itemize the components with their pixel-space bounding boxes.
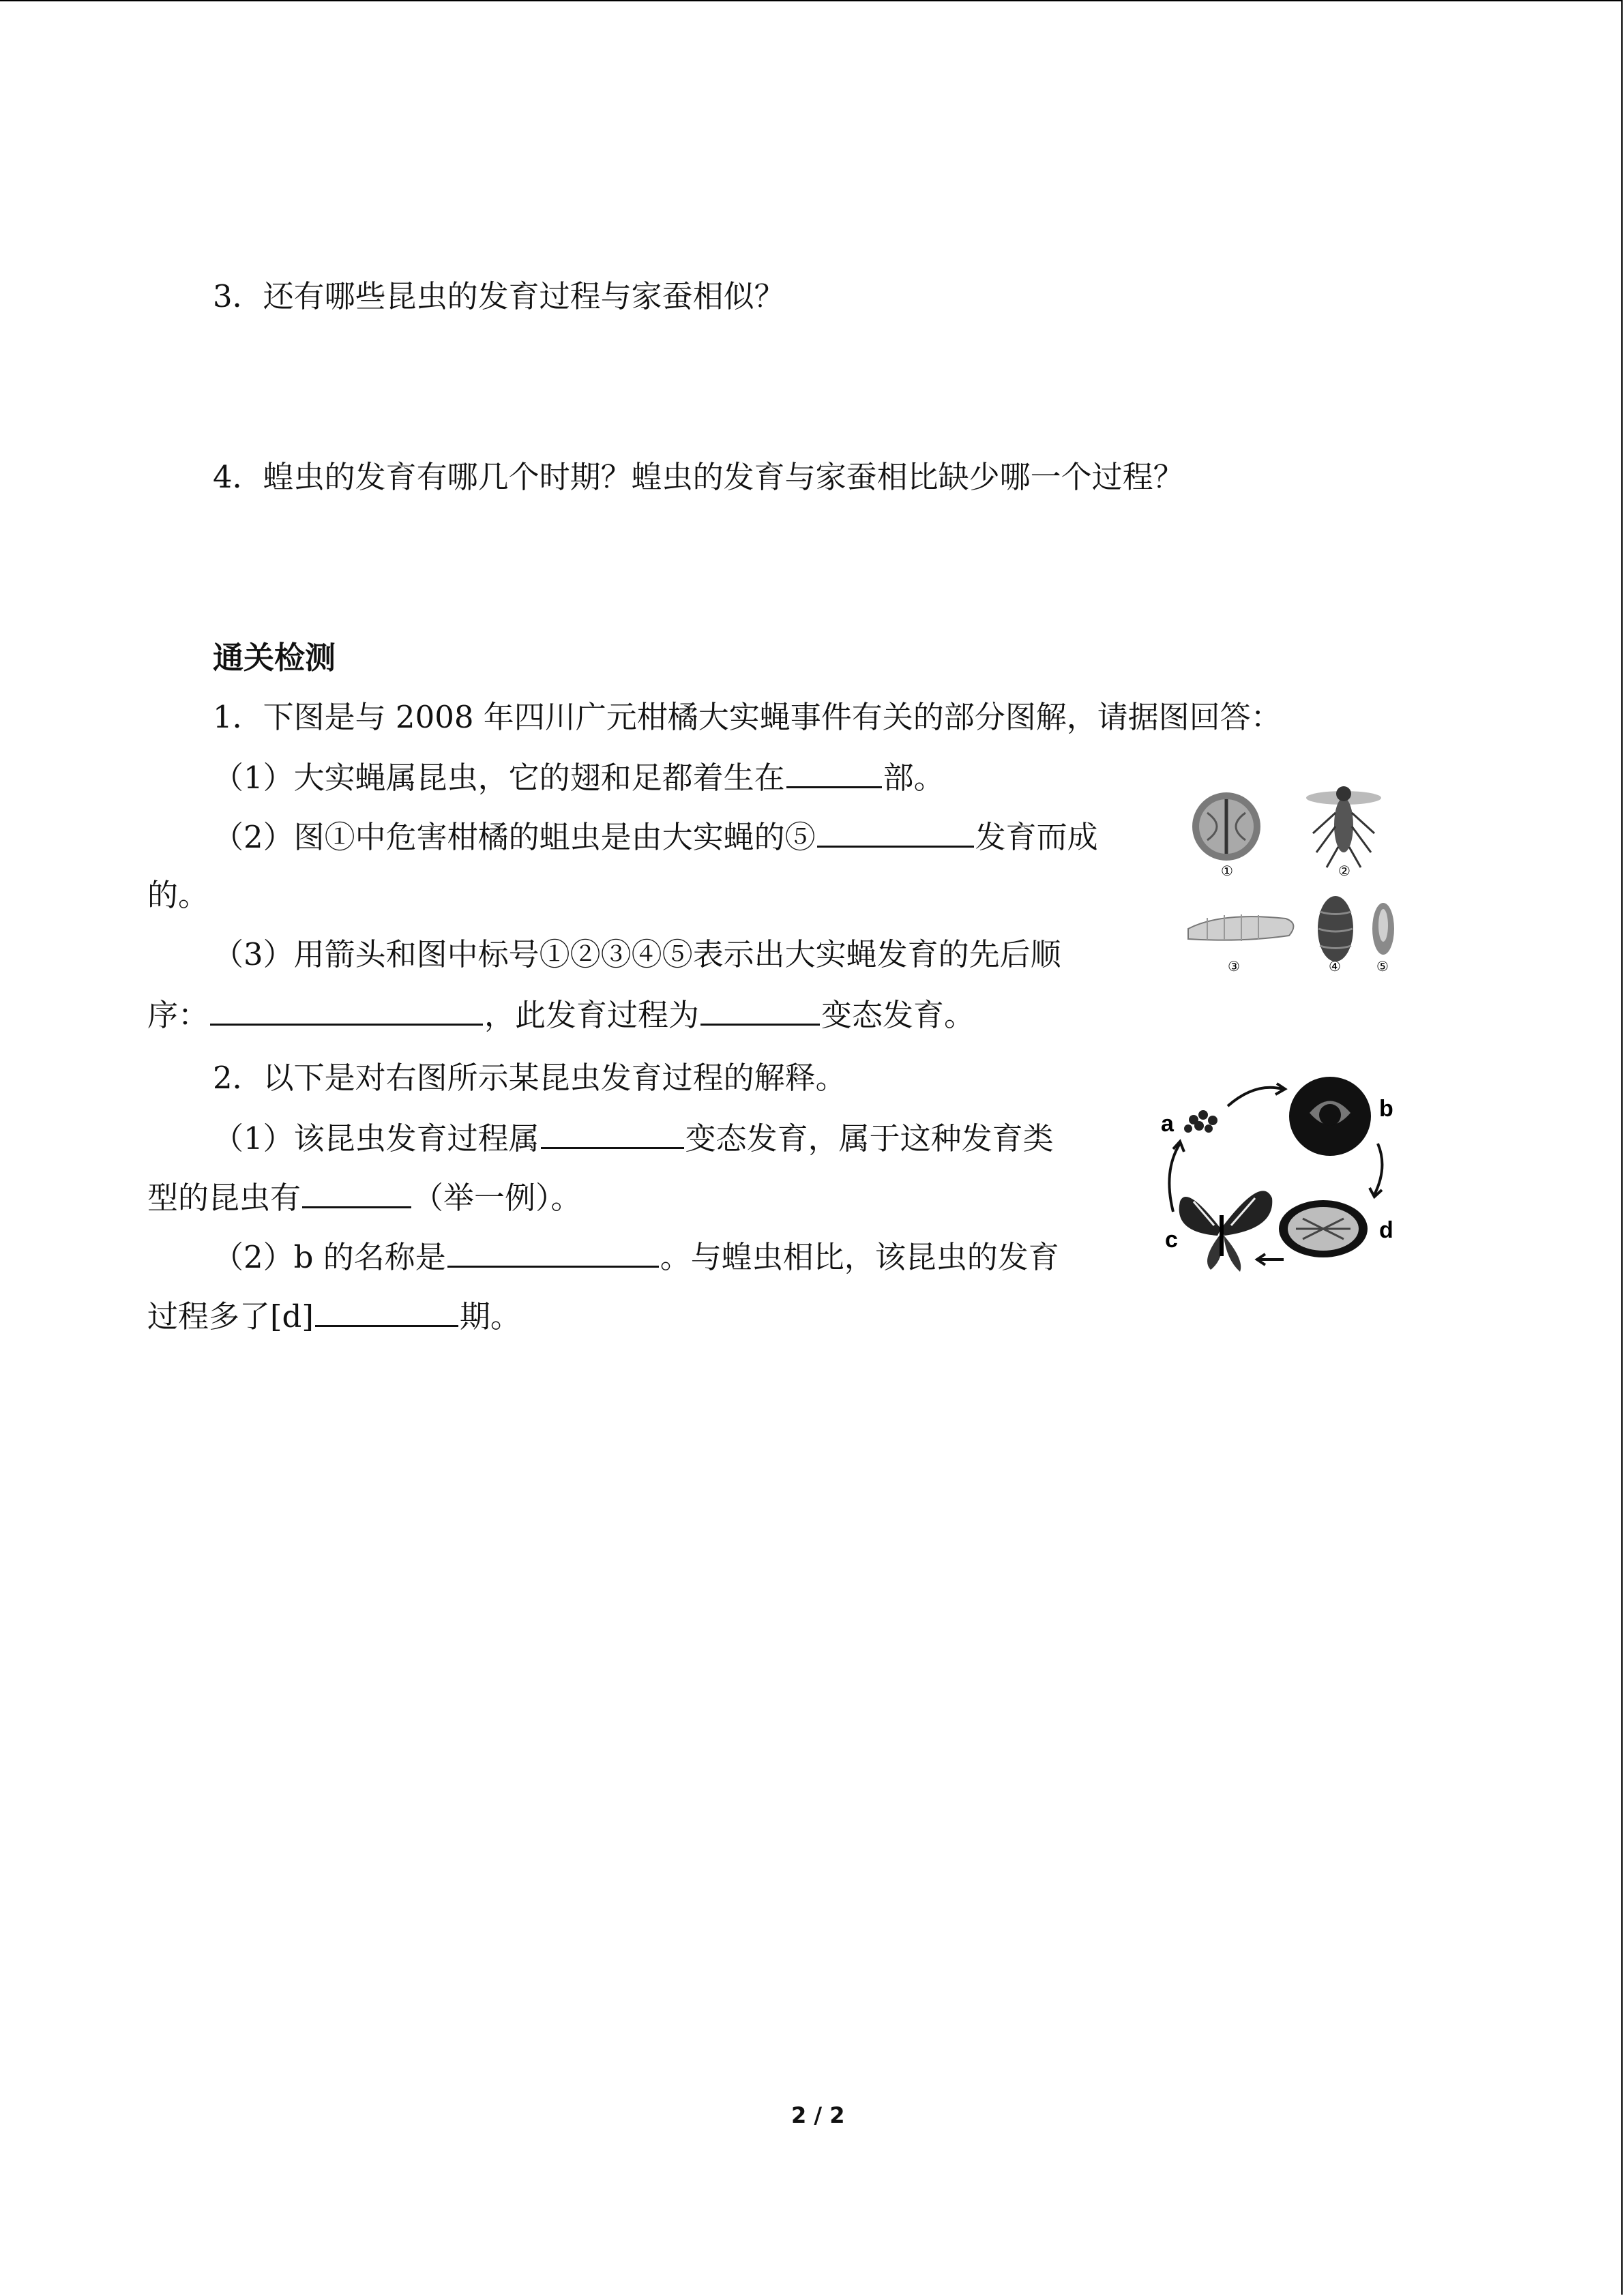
problem-1-sub-3-tail: 变态发育。: [821, 997, 975, 1033]
fig2-label-c: c: [1165, 1227, 1178, 1253]
problem-1-intro: 1．下图是与 2008 年四川广元柑橘大实蝇事件有关的部分图解，请据图回答：: [213, 699, 1282, 735]
problem-1-sub-2-tail: 发育而成: [975, 819, 1098, 855]
answer-blank[interactable]: [302, 1176, 411, 1208]
eggs-image: [1184, 1110, 1217, 1133]
problem-1-sub-2-cont: 的。: [147, 877, 209, 913]
fig1-label-2: ②: [1338, 864, 1350, 879]
answer-blank[interactable]: [786, 756, 882, 788]
problem-1-sub-1-tail: 部。: [883, 760, 945, 796]
problem-1-sub-3-mid: ，此发育过程为: [484, 997, 700, 1033]
problem-2-sub-1-cont-text: 型的昆虫有: [147, 1180, 301, 1216]
fig1-label-1: ①: [1221, 864, 1233, 879]
problem-1-sub-2: [213, 816, 1098, 858]
answer-blank[interactable]: [315, 1295, 458, 1327]
answer-blank[interactable]: [447, 1236, 659, 1268]
page-number: 2 / 2: [791, 2102, 845, 2128]
arrow-c-to-a: [1169, 1144, 1180, 1212]
problem-1-sub-3-cont: [147, 994, 975, 1036]
problem-2-sub-1-tail: 变态发育，属于这种发育类: [685, 1120, 1054, 1157]
caterpillar-image: [1289, 1077, 1371, 1156]
problem-2-sub-2-cont: [147, 1295, 521, 1337]
answer-blank[interactable]: [700, 994, 820, 1026]
problem-1-sub-3-text: 序：: [147, 997, 209, 1033]
problem-2-sub-2-text: （2）b 的名称是: [213, 1239, 446, 1275]
problem-1-sub-2-text: （2）图①中危害柑橘的蛆虫是由大实蝇的⑤: [213, 819, 816, 855]
fig2-label-b: b: [1379, 1096, 1393, 1122]
arrow-b-to-d: [1374, 1144, 1382, 1195]
answer-blank[interactable]: [541, 1117, 684, 1149]
fig2-label-a: a: [1161, 1111, 1174, 1137]
problem-1-sub-1: [213, 756, 945, 799]
egg-image: [1372, 903, 1394, 955]
question-4: 4．蝗虫的发育有哪几个时期？蝗虫的发育与家蚕相比缺少哪一个过程？: [213, 459, 1184, 495]
pupa-image: [1318, 896, 1353, 961]
arrow-a-to-b: [1228, 1088, 1282, 1106]
problem-2-sub-2: [213, 1236, 1059, 1278]
problem-2-sub-2-cont-tail: 期。: [459, 1298, 521, 1335]
problem-2-sub-1-text: （1）该昆虫发育过程属: [213, 1120, 540, 1157]
problem-2-sub-1-cont-tail: （举一例）。: [413, 1180, 582, 1216]
fig1-label-3: ③: [1228, 959, 1240, 974]
citrus-fruit-image: [1192, 792, 1260, 861]
fig1-label-4: ④: [1329, 959, 1341, 974]
problem-2-sub-2-cont-text: 过程多了[d]: [147, 1298, 314, 1335]
fig1-label-5: ⑤: [1376, 959, 1389, 974]
problem-2-intro: 2．以下是对右图所示某昆虫发育过程的解释。: [213, 1060, 846, 1096]
answer-blank[interactable]: [817, 816, 974, 848]
problem-1-sub-1-text: （1）大实蝇属昆虫，它的翅和足都着生在: [213, 760, 785, 796]
pupa-cocoon-image: [1279, 1200, 1368, 1257]
answer-blank[interactable]: [210, 994, 483, 1026]
fruit-fly-stages-figure: [1180, 772, 1426, 983]
butterfly-life-cycle-figure: [1125, 1055, 1446, 1280]
problem-1-sub-3: （3）用箭头和图中标号①②③④⑤表示出大实蝇发育的先后顺: [213, 936, 1061, 972]
question-3: 3．还有哪些昆虫的发育过程与家蚕相似？: [213, 278, 785, 314]
problem-2-sub-1: [213, 1117, 1054, 1159]
larva-image: [1188, 914, 1293, 941]
fig2-label-d: d: [1379, 1217, 1393, 1243]
problem-2-sub-2-tail: 。与蝗虫相比，该昆虫的发育: [660, 1239, 1059, 1275]
problem-2-sub-1-cont: [147, 1176, 582, 1219]
adult-fly-image: [1306, 786, 1381, 867]
section-title: 通关检测: [213, 640, 336, 676]
